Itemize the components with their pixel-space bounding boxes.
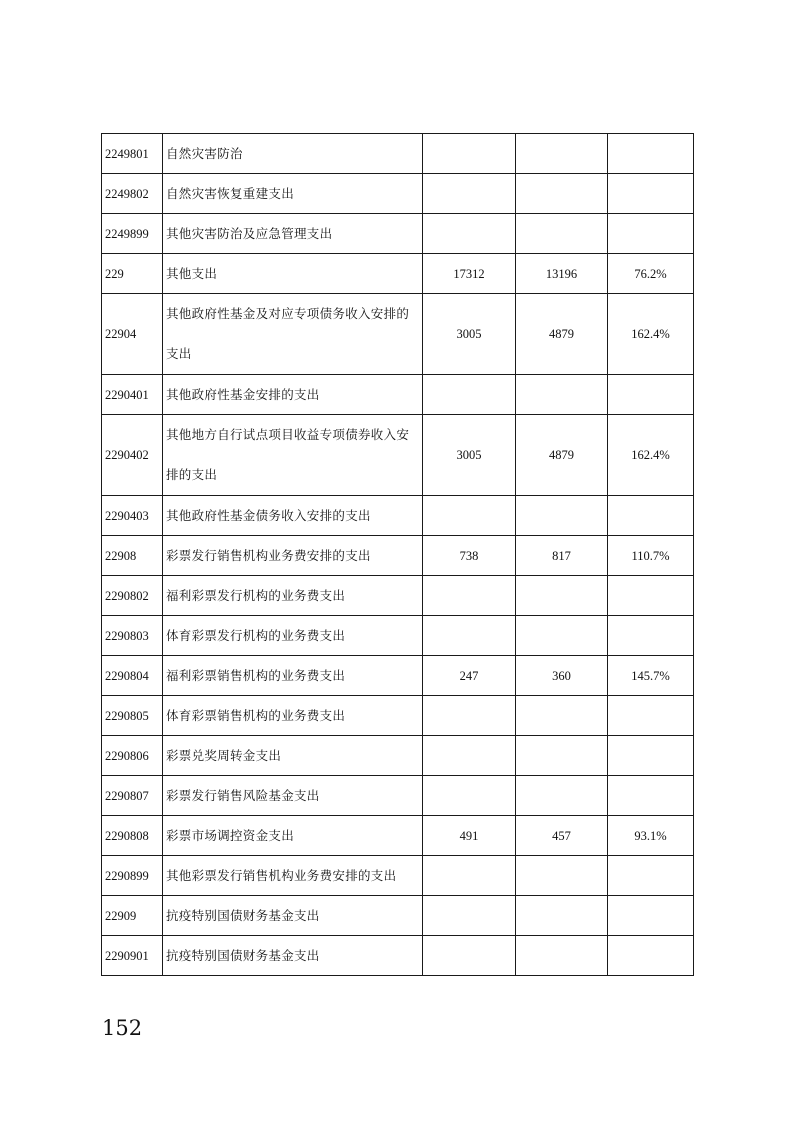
cell-code: 2290806: [102, 736, 163, 776]
cell-value-2: [516, 576, 608, 616]
cell-name: 福利彩票销售机构的业务费支出: [163, 656, 423, 696]
budget-table: [101, 133, 694, 976]
cell-percent: 145.7%: [608, 656, 694, 696]
cell-value-2: [516, 736, 608, 776]
cell-name: 其他地方自行试点项目收益专项债券收入安排的支出: [163, 415, 423, 496]
cell-percent: [608, 496, 694, 536]
cell-name: 福利彩票发行机构的业务费支出: [163, 576, 423, 616]
cell-value-2: [516, 375, 608, 415]
table-row: [102, 214, 694, 254]
cell-name: 体育彩票发行机构的业务费支出: [163, 616, 423, 656]
cell-value-2: 817: [516, 536, 608, 576]
cell-value-1: [423, 174, 516, 214]
cell-percent: 93.1%: [608, 816, 694, 856]
cell-value-1: [423, 375, 516, 415]
cell-code: 2249801: [102, 134, 163, 174]
cell-name: 彩票兑奖周转金支出: [163, 736, 423, 776]
cell-value-2: 13196: [516, 254, 608, 294]
cell-value-2: [516, 134, 608, 174]
cell-code: 2290403: [102, 496, 163, 536]
cell-code: 229: [102, 254, 163, 294]
table-row: [102, 696, 694, 736]
cell-value-1: 247: [423, 656, 516, 696]
cell-value-2: 457: [516, 816, 608, 856]
cell-name: 其他政府性基金债务收入安排的支出: [163, 496, 423, 536]
cell-value-1: [423, 896, 516, 936]
table-row: [102, 936, 694, 976]
table-row: [102, 174, 694, 214]
cell-code: 22909: [102, 896, 163, 936]
table-row: [102, 294, 694, 375]
table-row: [102, 856, 694, 896]
cell-code: 2290803: [102, 616, 163, 656]
table-row: [102, 415, 694, 496]
table-row: [102, 656, 694, 696]
cell-name: 自然灾害恢复重建支出: [163, 174, 423, 214]
cell-code: 2290402: [102, 415, 163, 496]
cell-value-1: [423, 214, 516, 254]
cell-value-2: 4879: [516, 415, 608, 496]
cell-value-2: [516, 174, 608, 214]
cell-value-2: [516, 896, 608, 936]
cell-percent: [608, 736, 694, 776]
cell-name: 彩票市场调控资金支出: [163, 816, 423, 856]
cell-percent: 162.4%: [608, 415, 694, 496]
cell-value-2: [516, 856, 608, 896]
cell-code: 2249802: [102, 174, 163, 214]
cell-percent: [608, 856, 694, 896]
page-number: 152: [102, 1016, 143, 1040]
cell-name: 其他支出: [163, 254, 423, 294]
cell-percent: [608, 214, 694, 254]
cell-code: 22908: [102, 536, 163, 576]
cell-name: 体育彩票销售机构的业务费支出: [163, 696, 423, 736]
cell-value-1: [423, 616, 516, 656]
cell-value-2: 4879: [516, 294, 608, 375]
cell-code: 2290802: [102, 576, 163, 616]
cell-code: 2290899: [102, 856, 163, 896]
table-body: [102, 134, 694, 976]
table-row: [102, 496, 694, 536]
table-row: [102, 896, 694, 936]
table-row: [102, 816, 694, 856]
cell-name: 其他政府性基金安排的支出: [163, 375, 423, 415]
table-row: [102, 616, 694, 656]
cell-code: 2290808: [102, 816, 163, 856]
cell-code: 2290804: [102, 656, 163, 696]
table-row: [102, 576, 694, 616]
cell-code: 2290401: [102, 375, 163, 415]
cell-value-2: 360: [516, 656, 608, 696]
cell-value-2: [516, 696, 608, 736]
cell-code: 2290805: [102, 696, 163, 736]
table-row: [102, 776, 694, 816]
table-row: [102, 536, 694, 576]
cell-name: 抗疫特别国债财务基金支出: [163, 896, 423, 936]
cell-code: 2290807: [102, 776, 163, 816]
cell-percent: [608, 936, 694, 976]
cell-name: 抗疫特别国债财务基金支出: [163, 936, 423, 976]
cell-percent: 110.7%: [608, 536, 694, 576]
cell-percent: 162.4%: [608, 294, 694, 375]
cell-name: 自然灾害防治: [163, 134, 423, 174]
cell-name: 彩票发行销售风险基金支出: [163, 776, 423, 816]
cell-percent: [608, 616, 694, 656]
cell-value-1: [423, 134, 516, 174]
cell-percent: [608, 696, 694, 736]
cell-percent: [608, 576, 694, 616]
table-row: [102, 134, 694, 174]
cell-value-2: [516, 776, 608, 816]
cell-percent: 76.2%: [608, 254, 694, 294]
cell-name: 其他灾害防治及应急管理支出: [163, 214, 423, 254]
cell-value-1: 17312: [423, 254, 516, 294]
cell-percent: [608, 174, 694, 214]
cell-value-1: [423, 576, 516, 616]
cell-value-1: 738: [423, 536, 516, 576]
cell-percent: [608, 896, 694, 936]
cell-name: 其他政府性基金及对应专项债务收入安排的支出: [163, 294, 423, 375]
cell-value-1: [423, 696, 516, 736]
cell-value-2: [516, 936, 608, 976]
table-row: [102, 736, 694, 776]
cell-value-1: [423, 776, 516, 816]
cell-value-1: 3005: [423, 294, 516, 375]
cell-code: 2249899: [102, 214, 163, 254]
cell-value-2: [516, 214, 608, 254]
cell-value-2: [516, 496, 608, 536]
cell-percent: [608, 134, 694, 174]
cell-name: 其他彩票发行销售机构业务费安排的支出: [163, 856, 423, 896]
table-row: [102, 254, 694, 294]
cell-value-1: [423, 936, 516, 976]
cell-value-1: 491: [423, 816, 516, 856]
cell-percent: [608, 776, 694, 816]
cell-value-2: [516, 616, 608, 656]
cell-percent: [608, 375, 694, 415]
cell-value-1: [423, 856, 516, 896]
cell-name: 彩票发行销售机构业务费安排的支出: [163, 536, 423, 576]
cell-code: 22904: [102, 294, 163, 375]
cell-value-1: [423, 736, 516, 776]
cell-value-1: 3005: [423, 415, 516, 496]
table-row: [102, 375, 694, 415]
cell-code: 2290901: [102, 936, 163, 976]
cell-value-1: [423, 496, 516, 536]
